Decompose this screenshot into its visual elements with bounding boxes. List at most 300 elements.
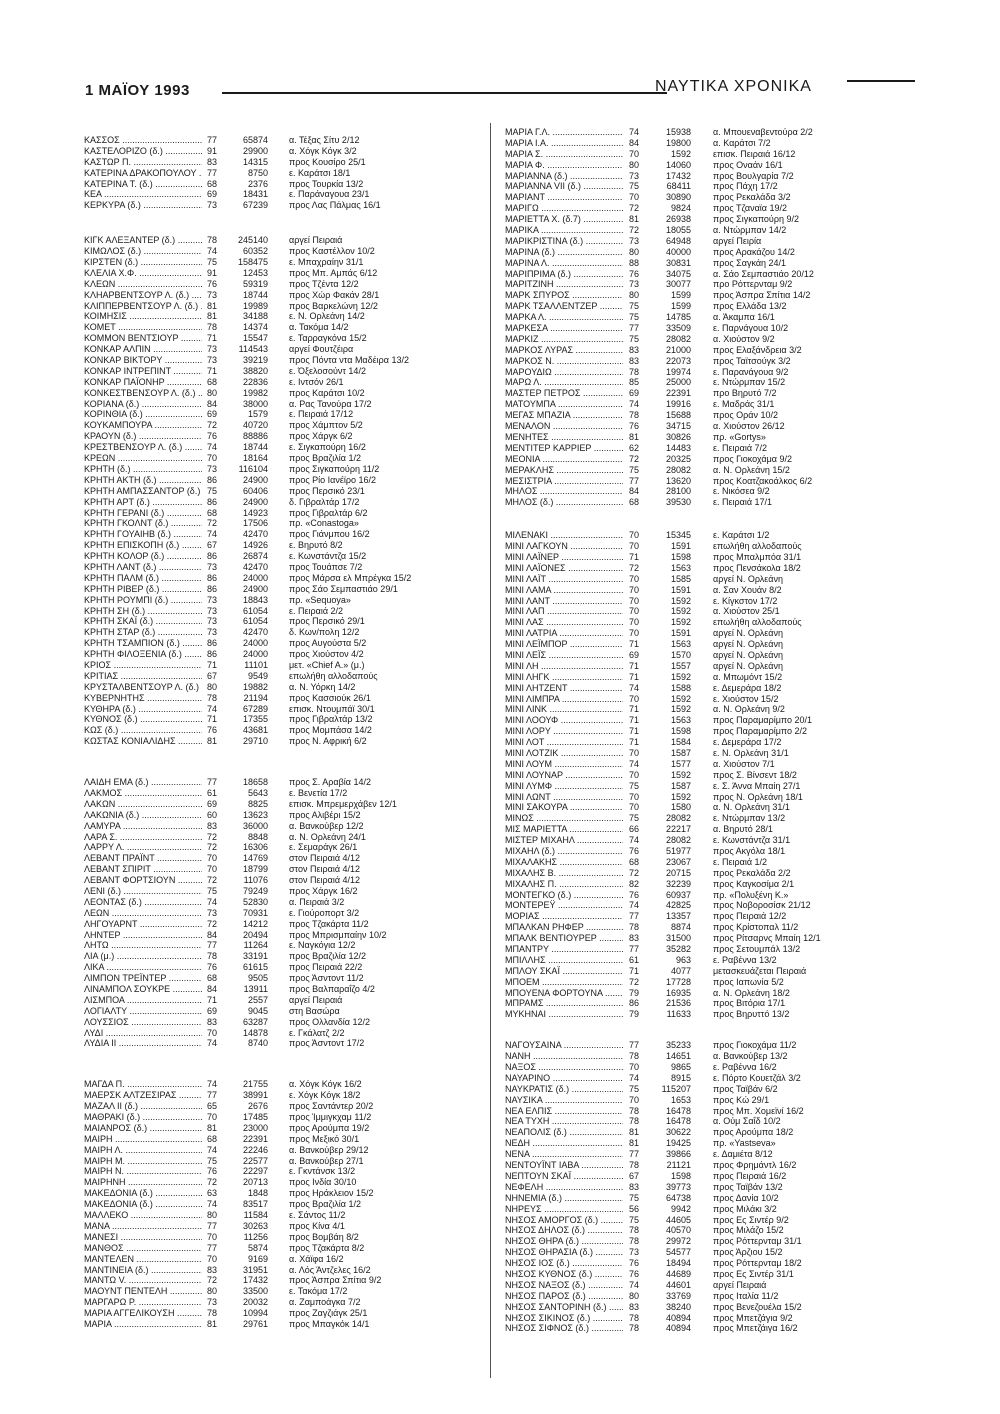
- tonnage: 19425: [665, 1138, 691, 1149]
- position: πρ. «Yastseva»: [713, 1138, 776, 1149]
- ship-name: ΛΑΡΑ Σ. .....: [84, 832, 202, 843]
- ship-row: [505, 236, 905, 247]
- position: προς Ταϊβάν 6/2: [713, 1083, 778, 1094]
- ship-name: ΜΟΡΙΑΣ .....: [505, 911, 623, 922]
- ship-row: [84, 799, 484, 810]
- ship-name: ΝΗΡΕΥΣ .....: [505, 1204, 623, 1215]
- tonnage: 18799: [242, 864, 268, 875]
- position: α. Άκαμπα 16/1: [713, 312, 775, 323]
- position: προς Άσντοντ 11/2: [289, 973, 364, 984]
- position: προς Χάργκ 16/2: [289, 886, 358, 896]
- ship-name: ΛΙΚΑ .....: [84, 962, 202, 973]
- position: προς Σιγκαπούρη 11/2: [289, 463, 380, 474]
- build-year: 77: [207, 1242, 218, 1253]
- ship-name: ΜΙΝΙ ΛΑΪΤ .....: [505, 574, 623, 585]
- ship-row: [505, 486, 905, 497]
- position: πρ. «Conastoga»: [289, 518, 359, 529]
- build-year: 78: [629, 1160, 640, 1171]
- position: προς Κουσίρο 25/1: [289, 156, 366, 167]
- build-year: 63: [207, 1188, 218, 1199]
- tonnage: 19974: [665, 366, 691, 377]
- ship-row: [505, 1302, 905, 1313]
- ship-row: [505, 1269, 905, 1280]
- position: προς Αυγούστα 5/2: [289, 638, 367, 649]
- build-year: 77: [207, 1220, 218, 1231]
- position: προς Αρούμπα 18/2: [713, 1127, 794, 1138]
- build-year: 67: [207, 670, 218, 681]
- tonnage: 15547: [242, 333, 268, 344]
- ship-name: ΜΑΙΡΗ Ν. .....: [84, 1166, 202, 1177]
- ship-row: [505, 988, 905, 999]
- build-year: 74: [629, 1072, 640, 1083]
- ship-row: [84, 1275, 484, 1286]
- ship-row: [505, 998, 905, 1009]
- ship-row: [505, 846, 905, 857]
- ship-row: [505, 345, 905, 356]
- position: στον Πειραιά 4/12: [289, 864, 361, 875]
- ship-row: [84, 290, 484, 301]
- ship-row: [505, 835, 905, 846]
- tonnage: 4077: [670, 965, 691, 976]
- ship-name: ΜΙΝΙ ΛΑΜΑ .....: [505, 585, 623, 596]
- ship-name: ΚΡΗΤΗ ΛΑΝΤ (δ.) .....: [84, 562, 202, 573]
- ship-row: [505, 890, 905, 901]
- build-year: 72: [629, 867, 640, 878]
- build-year: 80: [207, 1286, 218, 1297]
- ship-name: ΚΑΣΤΕΛΟΡΙΖΟ (δ.) .....: [84, 146, 202, 157]
- tonnage: 21755: [242, 1079, 268, 1090]
- ship-name: ΜΙΝΙ ΛΑΪΟΝΕΣ .....: [505, 563, 623, 574]
- ship-name: ΚΡΗΤΗ ΕΠΙΣΚΟΠΗ (δ.) .....: [84, 540, 202, 551]
- position: α. Ρας Τανούρα 17/2: [289, 398, 372, 409]
- build-year: 73: [207, 1297, 218, 1308]
- ship-name: ΝΕΑ ΤΥΧΗ .....: [505, 1116, 623, 1127]
- ship-group: [505, 1040, 905, 1334]
- tonnage: 14923: [242, 507, 268, 518]
- position: αργεί Ν. Ορλεάνη: [713, 660, 784, 671]
- ship-name: ΜΙΝΩΣ .....: [505, 813, 623, 824]
- ship-row: [505, 497, 905, 508]
- position: α. Λός Άντζελες 16/2: [289, 1264, 371, 1275]
- ship-row: [84, 1006, 484, 1017]
- position: α. Βηρυτό 28/1: [713, 824, 773, 835]
- position: α. Χιούστον 26/12: [713, 421, 785, 432]
- tonnage: 17506: [242, 518, 268, 529]
- position: προς Κίνα 4/1: [289, 1220, 345, 1231]
- position: α. Χιούστον 7/1: [713, 758, 775, 769]
- tonnage: 24000: [242, 649, 268, 660]
- ship-name: ΜΕΝΤΙΤΕΡ ΚΑΡΡΙΕΡ .....: [505, 443, 623, 454]
- ship-row: [84, 189, 484, 200]
- build-year: 78: [207, 1308, 218, 1319]
- tonnage: 13911: [243, 984, 268, 995]
- ship-row: [84, 464, 484, 475]
- position: ε. Όξελοσούντ 14/2: [289, 365, 366, 376]
- position: προς Ακγόλα 18/1: [713, 846, 786, 856]
- ship-row: [84, 366, 484, 377]
- ship-row: [505, 301, 905, 312]
- ship-row: [84, 442, 484, 453]
- build-year: 91: [207, 267, 218, 278]
- position: προς Βομβάη 8/2: [289, 1231, 359, 1242]
- build-year: 78: [207, 951, 218, 962]
- tonnage: 67239: [242, 200, 268, 211]
- ship-row: [505, 214, 905, 225]
- ship-row: [505, 421, 905, 432]
- ship-row: [505, 1073, 905, 1084]
- position: προς Οράν 10/2: [713, 410, 779, 421]
- tonnage: 116104: [238, 463, 268, 474]
- ship-name: ΚΩΣ (δ.) .....: [84, 725, 202, 736]
- tonnage: 60406: [242, 485, 268, 496]
- position: προς Πειραιά 12/2: [713, 911, 787, 922]
- build-year: 68: [629, 497, 640, 508]
- build-year: 83: [629, 933, 640, 944]
- ship-row: [505, 1160, 905, 1171]
- tonnage: 115207: [661, 1083, 691, 1094]
- ship-name: ΚΡΙΤΙΑΣ .....: [84, 671, 202, 682]
- build-year: 81: [207, 311, 218, 322]
- ship-row: [84, 333, 484, 344]
- ship-row: [505, 857, 905, 868]
- position: ε. Βηρυτό 8/2: [289, 540, 343, 551]
- ship-row: [84, 388, 484, 399]
- position: προς Σιγκαπούρη 9/2: [713, 214, 799, 225]
- position: πρ. «Gortys»: [713, 431, 766, 442]
- build-year: 85: [629, 377, 640, 388]
- ship-name: ΛΥΔΙΑ ΙΙ .....: [84, 1038, 202, 1049]
- tonnage: 1579: [247, 409, 268, 420]
- build-year: 70: [629, 530, 640, 541]
- build-year: 75: [629, 181, 640, 192]
- ship-name: ΚΡΗΤΗ ΣΤΑΡ (δ.) .....: [84, 627, 202, 638]
- ship-row: [505, 552, 905, 563]
- ship-name: ΜΙΝΙ ΛΟΟΥΦ .....: [505, 715, 623, 726]
- ship-name: ΜΗΛΟΣ (δ.) .....: [505, 497, 623, 508]
- tonnage: 42470: [242, 561, 268, 572]
- ship-row: [84, 377, 484, 388]
- tonnage: 1599: [670, 290, 691, 301]
- tonnage: 17728: [665, 976, 691, 987]
- build-year: 73: [207, 355, 218, 366]
- build-year: 88: [629, 257, 640, 268]
- tonnage: 43681: [242, 725, 268, 736]
- build-year: 80: [207, 387, 218, 398]
- ship-row: [84, 616, 484, 627]
- tonnage: 19982: [242, 387, 268, 398]
- ship-name: ΜΑΝΤΙΝΕΙΑ (δ.) .....: [84, 1265, 202, 1276]
- position: ε. Ν. Ορλεάνη 14/2: [289, 311, 365, 322]
- ship-name: ΜΕΣΙΣΤΡΙΑ .....: [505, 476, 623, 487]
- build-year: 70: [629, 541, 640, 552]
- build-year: 69: [629, 649, 640, 660]
- ship-row: [84, 649, 484, 660]
- ship-row: [84, 886, 484, 897]
- build-year: 78: [207, 692, 218, 703]
- ship-name: ΜΑΛΛΕΚΟ .....: [84, 1210, 202, 1221]
- ship-row: [84, 984, 484, 995]
- position: α. Μπωμόντ 15/2: [713, 671, 783, 682]
- ship-row: [505, 1236, 905, 1247]
- tonnage: 61054: [242, 605, 268, 616]
- build-year: 75: [629, 1214, 640, 1225]
- ship-name: ΜΙΧΑΗΛ (δ.) .....: [505, 846, 623, 857]
- build-year: 71: [629, 737, 640, 748]
- position: προς Γιοκοχάμα 9/2: [713, 453, 792, 464]
- position: α. Βανκούβερ 12/2: [289, 820, 364, 831]
- position: προς Μπ. Αμπάς 6/12: [289, 267, 378, 278]
- ship-row: [84, 1090, 484, 1101]
- position: ε. Καράτσι 1/2: [713, 530, 770, 541]
- ship-name: ΝΕΑ ΕΛΠΙΣ .....: [505, 1106, 623, 1117]
- tonnage: 44601: [665, 1279, 691, 1290]
- position: προς Ιαπωνία 5/2: [713, 976, 784, 987]
- build-year: 75: [629, 780, 640, 791]
- position: α. Χιούστον 25/1: [713, 606, 780, 617]
- ship-row: [505, 1040, 905, 1051]
- position: προς Μεξικό 30/1: [289, 1133, 360, 1144]
- build-year: 73: [207, 627, 218, 638]
- header-rule-right: [847, 80, 915, 82]
- build-year: 78: [629, 1116, 640, 1127]
- position: προς Καστέλλον 10/2: [289, 246, 375, 257]
- ship-name: ΛΕΩΝ .....: [84, 908, 202, 919]
- ship-name: ΝΗΣΟΣ ΔΗΛΟΣ (δ.) .....: [505, 1225, 623, 1236]
- build-year: 76: [207, 431, 218, 442]
- ship-row: [84, 1286, 484, 1297]
- tonnage: 20032: [242, 1297, 268, 1308]
- position: ε. Ραβέννα 16/2: [713, 1062, 777, 1073]
- ship-row: [505, 1084, 905, 1095]
- build-year: 74: [207, 896, 218, 907]
- ship-row: [84, 714, 484, 725]
- position: ε. Χόγκ Κόγκ 18/2: [289, 1090, 361, 1101]
- position: προς Σ. Αραβία 14/2: [289, 777, 371, 788]
- position: προς Τζέντα 12/2: [289, 278, 359, 289]
- build-year: 73: [207, 463, 218, 474]
- ship-name: ΛΑΡΡΥ Λ. .....: [84, 842, 202, 853]
- position: προς Μπαγκόκ 14/1: [289, 1318, 370, 1329]
- tonnage: 16306: [242, 842, 268, 853]
- position: ε. Ραβέννα 13/2: [713, 954, 777, 965]
- tonnage: 18055: [665, 225, 691, 236]
- ship-name: ΜΑΡΚΟΣ ΛΥΡΑΣ .....: [505, 345, 623, 356]
- ship-row: [84, 311, 484, 322]
- position: προς Ρεκαλάδα 2/2: [713, 867, 791, 878]
- tonnage: 35282: [665, 944, 691, 955]
- ship-row: [84, 279, 484, 290]
- tonnage: 1585: [670, 573, 691, 584]
- tonnage: 8825: [247, 798, 268, 809]
- ship-name: ΚΡΗΤΗ ΓΟΥΑΙΗΒ (δ.) .....: [84, 529, 202, 540]
- position: επωλήθη αλλοδαπούς: [713, 541, 802, 552]
- tonnage: 20494: [242, 929, 268, 940]
- position: προς Ν. Αφρική 6/2: [289, 736, 367, 747]
- tonnage: 16478: [665, 1105, 691, 1116]
- tonnage: 2376: [247, 178, 268, 189]
- ship-list-right-column: [505, 127, 905, 1334]
- ship-name: ΜΙΝΙ ΛΟΥΜ .....: [505, 759, 623, 770]
- tonnage: 963: [675, 954, 691, 965]
- tonnage: 61615: [242, 962, 268, 973]
- ship-name: ΛΕΒΑΝΤ ΠΡΑΪΝΤ .....: [84, 853, 202, 864]
- build-year: 75: [207, 485, 218, 496]
- tonnage: 65874: [242, 135, 268, 145]
- tonnage: 38240: [665, 1301, 691, 1312]
- build-year: 77: [207, 167, 218, 178]
- tonnage: 5874: [247, 1242, 268, 1253]
- tonnage: 30831: [665, 257, 691, 268]
- ship-row: [505, 1323, 905, 1334]
- position: προς Ρόττερνταμ 18/2: [713, 1258, 802, 1269]
- position: α. Ν. Ορλεάνη 24/1: [289, 831, 366, 842]
- build-year: 74: [207, 703, 218, 714]
- position: προς Κασσιούκ 26/1: [289, 692, 371, 703]
- ship-row: [84, 1134, 484, 1145]
- position: προς Χάμπτον 5/2: [289, 420, 363, 431]
- ship-name: ΜΑΖΑΛ ΙΙ (δ.) .....: [84, 1101, 202, 1112]
- column-divider: [490, 123, 491, 1378]
- ship-row: [84, 1177, 484, 1188]
- ship-name: ΜΠΙΛΛΗΣ .....: [505, 955, 623, 966]
- build-year: 75: [207, 1155, 218, 1166]
- ship-row: [505, 966, 905, 977]
- position: ε. Χιούστον 15/2: [713, 693, 779, 704]
- position: προς Μπετζάιγα 16/2: [713, 1323, 798, 1334]
- position: προς Αρούμπα 19/2: [289, 1122, 370, 1133]
- build-year: 77: [207, 940, 218, 951]
- position: προς Ν. Ορλεάνη 18/1: [713, 791, 803, 802]
- ship-row: [84, 246, 484, 257]
- ship-name: ΝΑΞΟΣ .....: [505, 1062, 623, 1073]
- ship-name: ΜΕΝΑΛΟΝ .....: [505, 421, 623, 432]
- tonnage: 40000: [665, 246, 691, 257]
- ship-row: [505, 922, 905, 933]
- position: προ Ρόττερνταμ 9/2: [713, 279, 793, 290]
- tonnage: 30622: [665, 1127, 691, 1138]
- build-year: 74: [629, 1279, 640, 1290]
- ship-name: ΜΑΡΚ ΣΠΥΡΟΣ .....: [505, 290, 623, 301]
- build-year: 78: [629, 1236, 640, 1247]
- build-year: 72: [629, 203, 640, 214]
- ship-group: [84, 135, 484, 211]
- build-year: 81: [629, 1138, 640, 1149]
- tonnage: 14785: [665, 312, 691, 323]
- build-year: 77: [629, 911, 640, 922]
- position: α. Σαν Χουάν 8/2: [713, 584, 782, 595]
- position: προς Μπρισμπαίην 10/2: [289, 929, 387, 940]
- position: προς Κώ 29/1: [713, 1094, 770, 1105]
- position: προς Ινδία 30/10: [289, 1177, 357, 1188]
- position: προς Ταϊτσούγκ 3/2: [713, 355, 791, 366]
- build-year: 72: [629, 976, 640, 987]
- ship-row: [505, 639, 905, 650]
- tonnage: 42470: [242, 529, 268, 540]
- build-year: 86: [207, 496, 218, 507]
- ship-row: [505, 388, 905, 399]
- ship-name: ΚΛΕΩΝ .....: [84, 279, 202, 290]
- ship-row: [84, 1112, 484, 1123]
- tonnage: 1598: [670, 726, 691, 737]
- position: προς Ολλανδία 12/2: [289, 1016, 370, 1027]
- tonnage: 1588: [670, 682, 691, 693]
- position: ε. Γιούροπορτ 3/2: [289, 907, 360, 918]
- ship-name: ΜΑΡΙΚΑ .....: [505, 225, 623, 236]
- build-year: 81: [629, 1127, 640, 1138]
- tonnage: 1653: [670, 1094, 691, 1105]
- tonnage: 60352: [242, 246, 268, 257]
- ship-name: ΛΗΝΤΕΡ .....: [84, 930, 202, 941]
- tonnage: 14651: [665, 1051, 691, 1062]
- ship-row: [505, 715, 905, 726]
- page-header: [85, 78, 915, 108]
- build-year: 60: [207, 809, 218, 820]
- build-year: 71: [629, 660, 640, 671]
- position: προς Αλιβέρι 15/2: [289, 809, 361, 820]
- build-year: 70: [629, 148, 640, 159]
- build-year: 62: [629, 442, 640, 453]
- ship-row: [505, 1204, 905, 1215]
- build-year: 73: [629, 235, 640, 246]
- ship-name: ΜΙΝΙ ΛΑΝΤ .....: [505, 596, 623, 607]
- ship-row: [84, 995, 484, 1006]
- tonnage: 1592: [670, 769, 691, 780]
- position: προς Βραζιλία 12/2: [289, 951, 367, 962]
- build-year: 71: [207, 365, 218, 376]
- build-year: 77: [207, 1090, 218, 1101]
- ship-name: ΜΑΡΙΝΑ Λ. .....: [505, 258, 623, 269]
- tonnage: 29710: [242, 736, 268, 747]
- ship-name: ΚΟΙΜΗΣΙΣ .....: [84, 311, 202, 322]
- position: προς Βενεζουέλα 15/2: [713, 1301, 802, 1312]
- tonnage: 18658: [242, 777, 268, 788]
- ship-row: [84, 301, 484, 312]
- ship-name: ΝΗΣΟΣ ΠΑΡΟΣ (δ.) .....: [505, 1291, 623, 1302]
- tonnage: 2557: [247, 994, 268, 1005]
- build-year: 77: [629, 1040, 640, 1051]
- ship-name: ΜΙΣΤΕΡ ΜΙΧΑΗΛ .....: [505, 835, 623, 846]
- ship-row: [505, 334, 905, 345]
- build-year: 73: [207, 561, 218, 572]
- tonnage: 14374: [242, 322, 268, 333]
- position: ε. Ιντσόν 26/1: [289, 376, 344, 387]
- ship-name: ΜΑΡΙΓΩ .....: [505, 203, 623, 214]
- position: α. Βανκούβερ 29/12: [289, 1144, 369, 1155]
- ship-name: ΜΑΘΡΑΚΙ (δ.) .....: [84, 1112, 202, 1123]
- ship-name: ΚΡΗΤΗ ΦΙΛΟΞΕΝΙΑ (δ.) .....: [84, 649, 202, 660]
- ship-row: [84, 606, 484, 617]
- build-year: 75: [629, 813, 640, 824]
- tonnage: 24900: [242, 583, 268, 594]
- position: προς Άσπρα Σπίτια 14/2: [713, 290, 811, 301]
- ship-row: [84, 562, 484, 573]
- build-year: 77: [629, 475, 640, 486]
- ship-row: [84, 1308, 484, 1319]
- ship-name: ΜΑΡΙΤΖΙΝΗ .....: [505, 279, 623, 290]
- ship-name: ΜΑΡΚΕΣΑ .....: [505, 323, 623, 334]
- tonnage: 28100: [665, 486, 691, 497]
- position: πρ. «Πολυξένη Κ.»: [713, 889, 789, 900]
- ship-name: ΜΙΝΙ ΣΑΚΟΥΡΑ .....: [505, 802, 623, 813]
- position: προς Μπαλμπόα 31/1: [713, 551, 802, 562]
- ship-row: [84, 962, 484, 973]
- position: στη Βασώρα: [289, 1005, 340, 1016]
- ship-row: [505, 269, 905, 280]
- build-year: 72: [207, 831, 218, 842]
- ship-name: ΜΙΝΙ ΛΗΓΚ .....: [505, 672, 623, 683]
- tonnage: 14060: [665, 159, 691, 170]
- tonnage: 79249: [242, 886, 268, 896]
